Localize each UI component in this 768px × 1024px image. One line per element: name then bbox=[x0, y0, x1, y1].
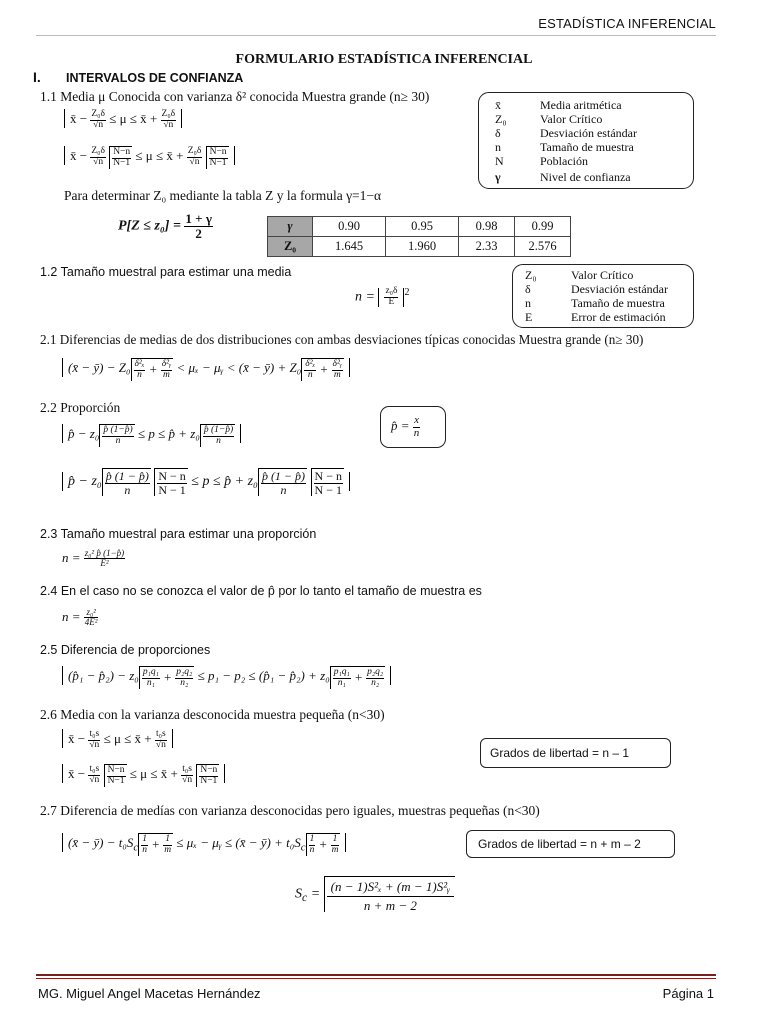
z-table-cell: 0.99 bbox=[515, 217, 571, 237]
z-table-cell: 0.98 bbox=[459, 217, 515, 237]
heading-1-1: 1.1 Media μ Conocida con varianza δ² conocida Muestra grande (n≥ 30) bbox=[40, 89, 430, 104]
footer-author: MG. Miguel Angel Macetas Hernández bbox=[38, 986, 261, 1001]
formula-pooled-sd: $S_c$ = $\frac{\text{(n − 1)S²ₓ + (m − 1)S²ᵧ}}{n + m - 2}$ bbox=[295, 876, 455, 912]
z-table-cell: 2.33 bbox=[459, 237, 515, 257]
formula-proportion-ci: p̂ − z₀ $\frac{p̂ (1-p̂)}{n}$ ≤ p ≤ p̂ + z₀ $\frac{p̂ (1-p̂)}{n}$ bbox=[62, 424, 241, 447]
z-table-cell: 1.645 bbox=[313, 237, 386, 257]
formula-mean-ci-finite: x̄ − $\frac{\text{Z₀δ}}{√n}$ $\frac{N-n}{N-1}$ ≤ μ ≤ x̄ + $\frac{\text{Z₀δ}}{√n}$ $\frac{N-n}{N-1}$ bbox=[64, 146, 235, 169]
formula-diff-proportions: (p̂₁ − p̂₂) − z₀ $\frac{\text{p₁q₁}}{\text{n₁}}$ + $\frac{\text{p₂q₂}}{\text{n₂}}$ ≤ p₁ − p₂ ≤ (p̂₁ − p̂₂) + z₀ $\frac{\text{p₁q₁}}{\text{n₁}}$ + $\frac{\text{p₂q₂}}{\text{n₂}}$ bbox=[62, 666, 391, 689]
section-title: INTERVALOS DE CONFIANZA bbox=[66, 71, 244, 85]
probability-formula: P[Z ≤ z₀] = $\frac{1 + \gamma}{2}$ bbox=[118, 211, 212, 241]
formula-mean-ci: x̄ − $\frac{\text{Z₀δ}}{√n}$ ≤ μ ≤ x̄ + $\frac{\text{Z₀δ}}{√n}$ bbox=[64, 110, 182, 131]
z-table-row-gamma bbox=[268, 217, 571, 237]
z-table bbox=[267, 216, 571, 257]
z-table-cell: 0.95 bbox=[386, 217, 459, 237]
formula-mean-t-finite: x̄ − $\frac{\text{t₀s}}{√n}$ $\frac{N-n}{N-1}$ ≤ μ ≤ x̄ + $\frac{\text{t₀s}}{√n}$ $\frac{N-n}{N-1}$ bbox=[62, 764, 225, 787]
document-title: FORMULARIO ESTADÍSTICA INFERENCIAL bbox=[235, 52, 533, 67]
running-header: ESTADÍSTICA INFERENCIAL bbox=[538, 16, 716, 31]
page-number: Página 1 bbox=[662, 986, 714, 1001]
heading-2-7: 2.7 Diferencia de medías con varianza desconocidas pero iguales, muestras pequeñas (n<30) bbox=[40, 803, 540, 818]
z-table-header: γ bbox=[268, 217, 313, 237]
z-table-row-z bbox=[268, 237, 571, 257]
footer-divider-thin bbox=[36, 978, 716, 979]
formula-sample-size-proportion: n = $\frac{\text{z₀² p̂ (1−p̂)}}{\text{E²}}$ bbox=[62, 548, 125, 569]
z-table-cell: 1.960 bbox=[386, 237, 459, 257]
degrees-freedom-box-2: Grados de libertad = n + m – 2 bbox=[466, 830, 675, 858]
formula-diff-means-t: (x̄ − ȳ) − $t_0S_c$ $\frac{1}{n}$ + $\frac{1}{m}$ ≤ μₓ − μᵧ ≤ (x̄ − ȳ) + $t_0S_c$ $\frac{1}{n}$ + $\frac{1}{m}$ bbox=[62, 833, 346, 856]
legend-box-1-2: Z₀ Valor Crítico δ Desviación estándar n Tamaño de muestra E Error de estimación bbox=[512, 264, 694, 328]
heading-2-6: 2.6 Media con la varianza desconocida muestra pequeña (n<30) bbox=[40, 707, 385, 722]
formula-sample-size-mean: n = $\frac{\text{z₀δ}}{E}$ $^2$ bbox=[355, 286, 410, 307]
section-number: I. bbox=[33, 69, 41, 85]
heading-1-2: 1.2 Tamaño muestral para estimar una media bbox=[40, 265, 292, 279]
heading-2-2: 2.2 Proporción bbox=[40, 400, 121, 415]
header-divider bbox=[36, 35, 716, 36]
formula-mean-t: x̄ − $\frac{\text{t₀s}}{√n}$ ≤ μ ≤ x̄ + $\frac{\text{t₀s}}{√n}$ bbox=[62, 730, 173, 751]
z-table-header: Z₀ bbox=[268, 237, 313, 257]
formula-diff-means: (x̄ − ȳ) − Z₀ $\frac{\text{δ²ₓ}}{n}$ + $\frac{\text{δ²ᵧ}}{m}$ < μₓ − μᵧ < (x̄ − ȳ) + Z₀ $\frac{\text{δ²ₓ}}{n}$ + $\frac{\text{δ²ᵧ}}{m}$ bbox=[62, 358, 350, 381]
heading-2-3: 2.3 Tamaño muestral para estimar una proporción bbox=[40, 527, 317, 541]
z-table-cell: 0.90 bbox=[313, 217, 386, 237]
heading-2-4: 2.4 En el caso no se conozca el valor de p̂ por lo tanto el tamaño de muestra es bbox=[40, 584, 482, 598]
legend-box-1-1: x̄ Media aritmética Z₀ Valor Crítico δ Desviación estándar n Tamaño de muestra N Población γ Nivel de confianza bbox=[478, 92, 694, 189]
formula-sample-size-unknown-p: n = $\frac{\text{z₀²}}{\text{4E²}}$ bbox=[62, 607, 98, 628]
z-table-cell: 2.576 bbox=[515, 237, 571, 257]
heading-2-5: 2.5 Diferencia de proporciones bbox=[40, 643, 211, 657]
heading-2-1: 2.1 Diferencias de medias de dos distribuciones con ambas desviaciones típicas conocidas Muestra grande (n≥ 30) bbox=[40, 332, 644, 347]
footer-divider bbox=[36, 974, 716, 976]
formula-p-hat-box: p̂ = $\frac{x}{n}$ bbox=[380, 406, 446, 448]
formula-proportion-ci-finite: p̂ − z₀ $\frac{p̂ (1 - p̂)}{n}$ $\frac{N - n}{N - 1}$ ≤ p ≤ p̂ + z₀ $\frac{p̂ (1 - p̂)}{n}$ $\frac{N - n}{N - 1}$ bbox=[62, 468, 350, 496]
degrees-freedom-box-1: Grados de libertad = n – 1 bbox=[480, 738, 671, 768]
z0-instruction: Para determinar Z₀ mediante la tabla Z y la formula γ=1−α bbox=[64, 188, 382, 203]
